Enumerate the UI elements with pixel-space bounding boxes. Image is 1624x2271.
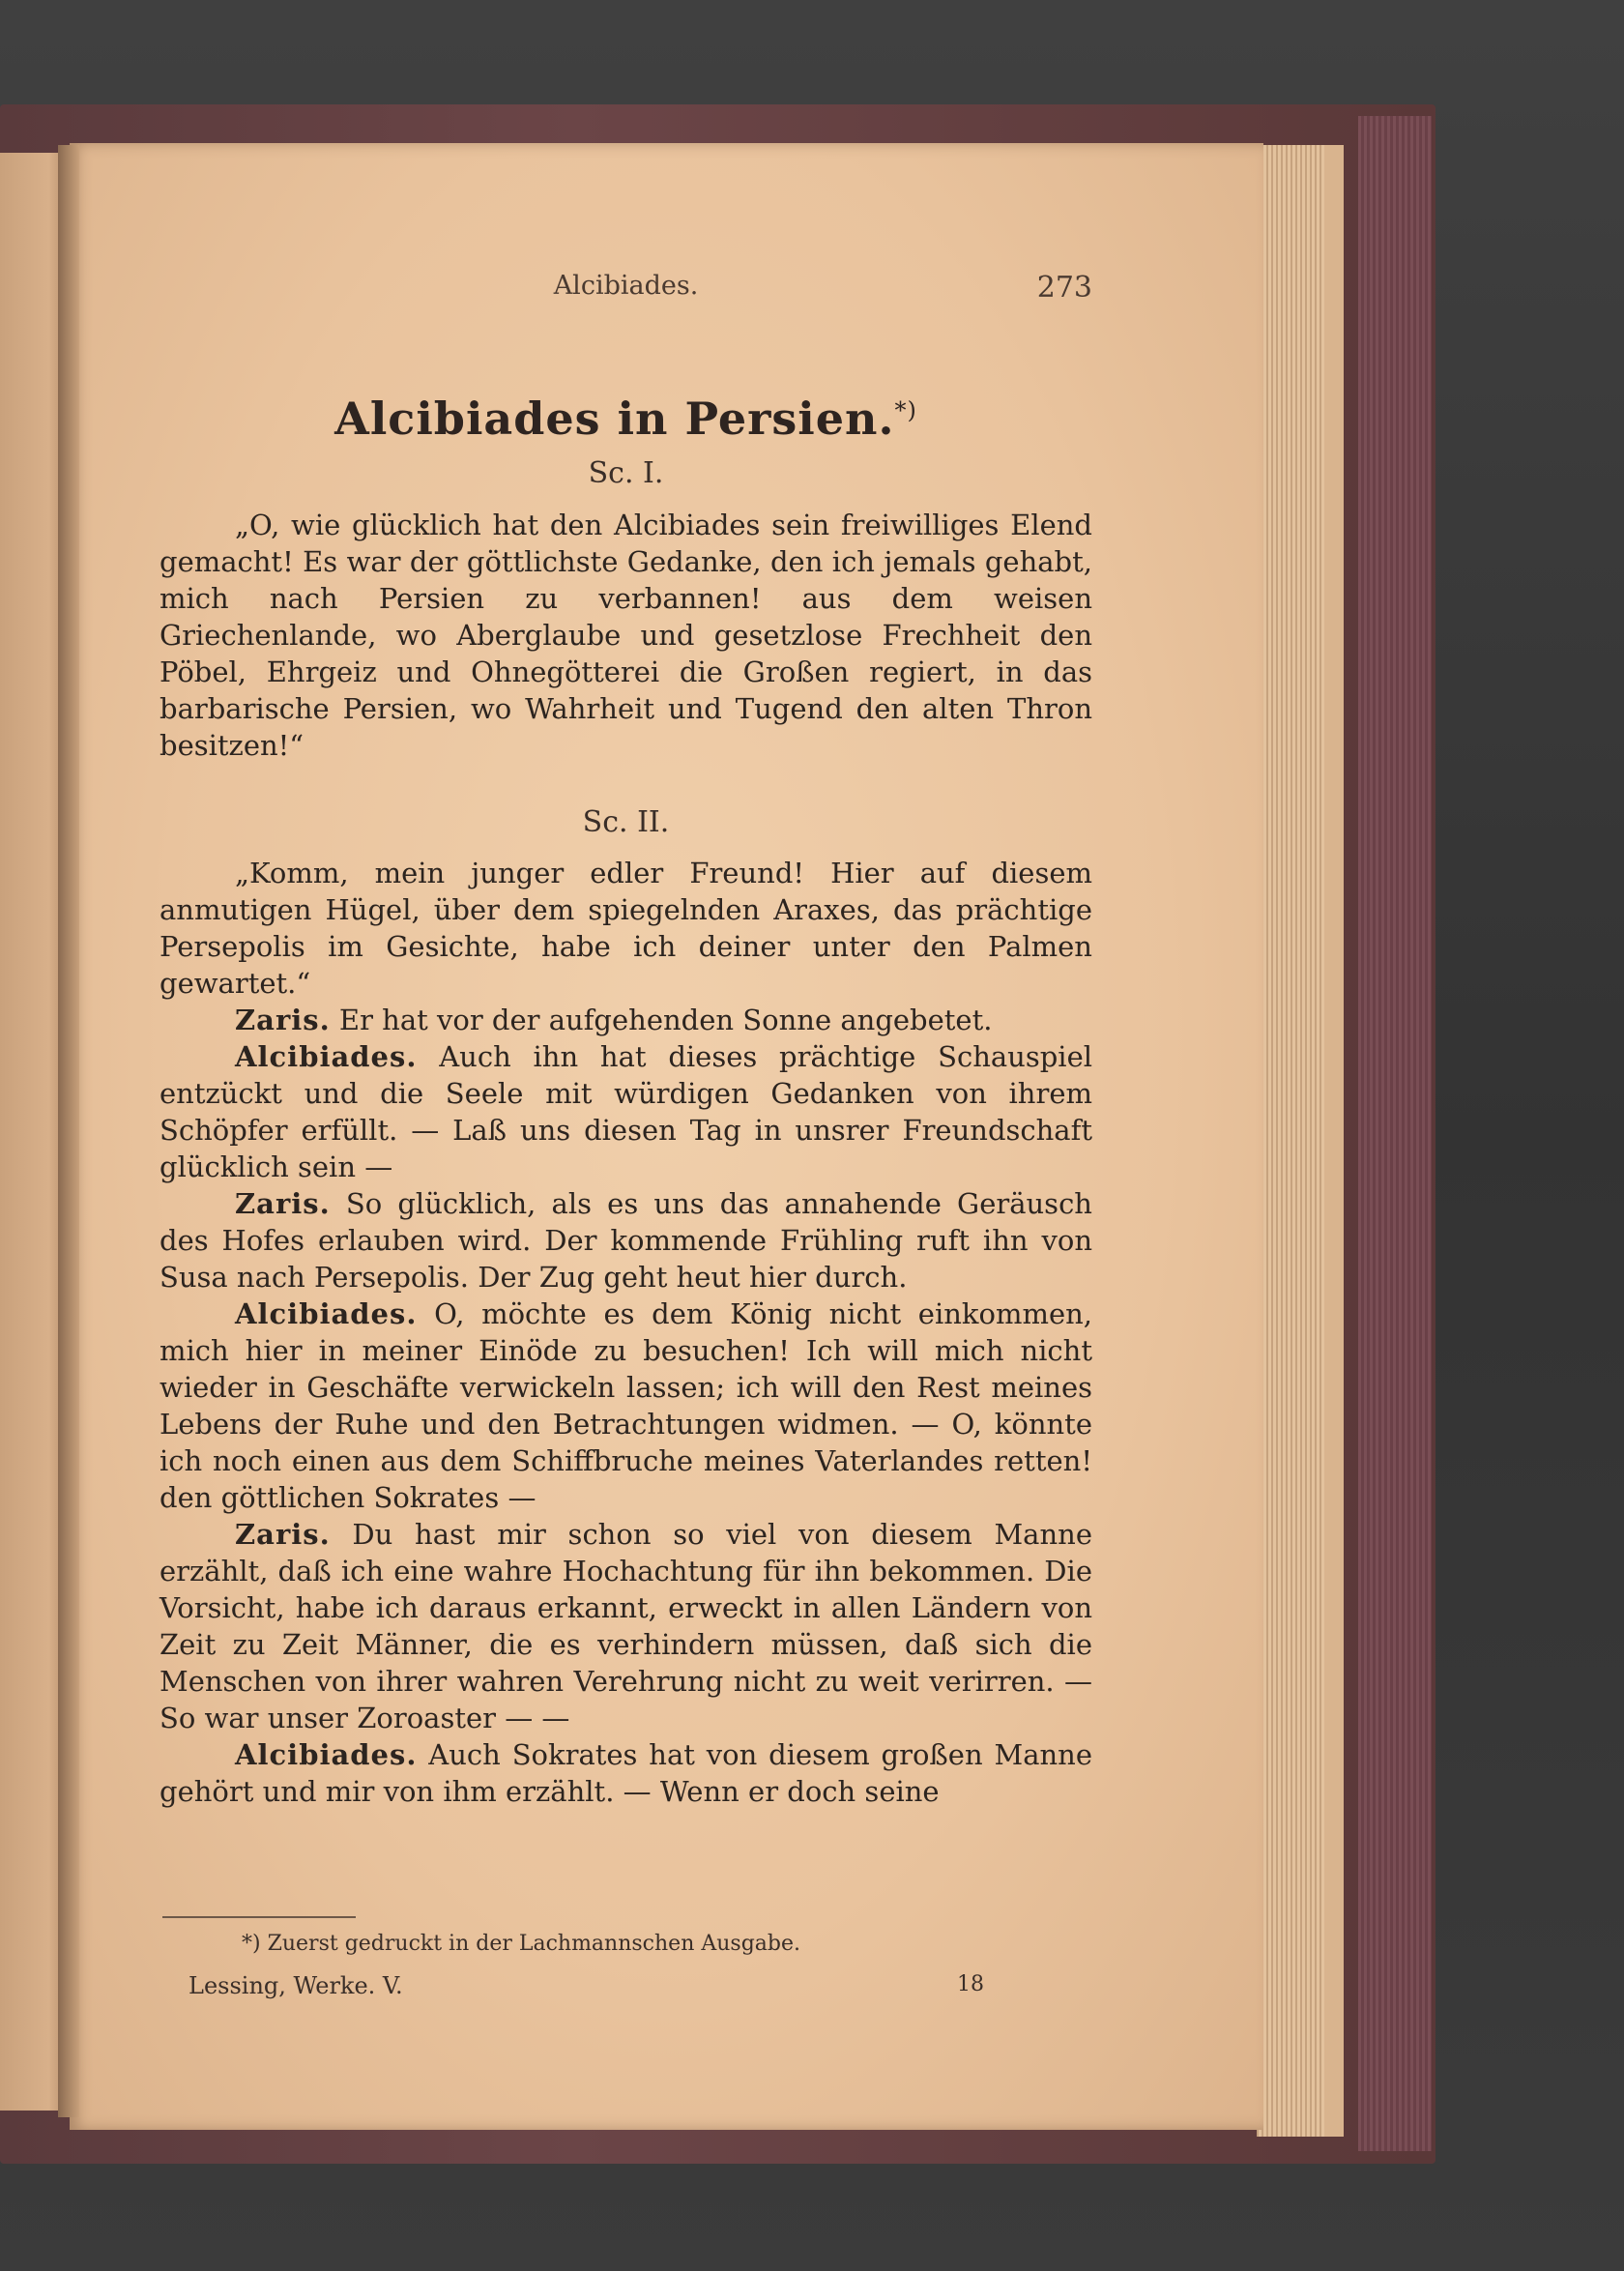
scene-heading-2: Sc. II. <box>582 805 670 839</box>
speech-text: So glücklich, als es uns das annahende Geräusch des Hofes erlauben wird. Der kommende Frühling ruft ihn von Susa nach Persepolis. Der Zug geht heut hier durch. <box>160 1187 1092 1294</box>
footnote-divider <box>162 1916 356 1918</box>
page-title <box>160 393 1092 445</box>
scene-1-text <box>160 507 1092 764</box>
book-gutter <box>58 145 79 2117</box>
speech-text: Du hast mir schon so viel von diesem Manne erzählt, daß ich eine wahre Hochachtung für ihn bekommen. Die Vorsicht, habe ich daraus erkannt, erweckt in allen Ländern von Zeit zu Zeit Männer, die es verhindern müssen, daß sich die Menschen von ihrer wahren Verehrung nicht zu weit verirren. — So war unser Zoroaster — — <box>160 1518 1092 1734</box>
signature-line <box>188 1972 1092 2005</box>
cover-edge <box>1358 116 1432 2151</box>
speaker-name: Alcibiades. <box>235 1738 418 1771</box>
speaker-name: Alcibiades. <box>235 1297 418 1330</box>
page-header <box>160 271 1092 309</box>
dialogue-line <box>160 1516 1092 1736</box>
scene-1-paragraph: „O, wie glücklich hat den Alcibiades sein freiwilliges Elend gemacht! Es war der göttlichste Gedanke, den ich jemals gehabt, mich nach Persien zu verbannen! aus dem weisen Griechenlande, wo Aberglaube und gesetzlose Frechheit den Pöbel, Ehrgeiz und Ohnegötterei die Großen regiert, in das barbarische Persien, wo Wahrheit und Tugend den alten Thron besitzen!“ <box>160 509 1092 762</box>
dialogue-line <box>160 1002 1092 1038</box>
sheet-number: 18 <box>957 1972 984 1996</box>
speaker-name: Zaris. <box>235 1518 331 1551</box>
dialogue-line <box>160 1296 1092 1516</box>
speech-text: Er hat vor der aufgehenden Sonne angebetet. <box>338 1004 993 1036</box>
dialogue-line <box>160 1038 1092 1185</box>
running-head: Alcibiades. <box>553 271 699 301</box>
signature-text: Lessing, Werke. V. <box>188 1972 403 1999</box>
footnote: *) Zuerst gedruckt in der Lachmannschen Ausgabe. <box>242 1932 800 1956</box>
page-block-edges <box>1257 145 1324 2137</box>
page-block-gap <box>1324 145 1344 2137</box>
dialogue-line <box>160 1185 1092 1296</box>
scene-2-opening: „Komm, mein junger edler Freund! Hier auf diesem anmutigen Hügel, über dem spiegelnden Araxes, das prächtige Persepolis im Gesichte, habe ich deiner unter den Palmen gewartet.“ <box>160 857 1092 1000</box>
speech-text: O, möchte es dem König nicht einkommen, mich hier in meiner Einöde zu besuchen! Ich will mich nicht wieder in Geschäfte verwickeln lassen; ich will den Rest meines Lebens der Ruhe und den Betrachtungen widmen. — O, könnte ich noch einen aus dem Schiffbruche meines Vaterlandes retten! den göttlichen Sokrates — <box>160 1297 1093 1514</box>
title-text: Alcibiades in Persien. <box>334 393 895 445</box>
speech-text: Auch ihn hat dieses prächtige Schauspiel entzückt und die Seele mit würdigen Gedanken von ihrem Schöpfer erfüllt. — Laß uns diesen Tag in unsrer Freundschaft glücklich sein — <box>160 1040 1093 1183</box>
page-number: 273 <box>1036 271 1092 305</box>
scene-2-text <box>160 855 1092 1810</box>
speaker-name: Zaris. <box>235 1004 331 1036</box>
title-footnote-marker: *) <box>894 396 917 424</box>
speech-text: Auch Sokrates hat von diesem großen Manne gehört und mir von ihm erzählt. — Wenn er doch seine <box>160 1738 1092 1808</box>
speaker-name: Alcibiades. <box>235 1040 418 1073</box>
scene-heading-1: Sc. I. <box>588 456 664 490</box>
speaker-name: Zaris. <box>235 1187 331 1220</box>
dialogue-line <box>160 1736 1092 1810</box>
